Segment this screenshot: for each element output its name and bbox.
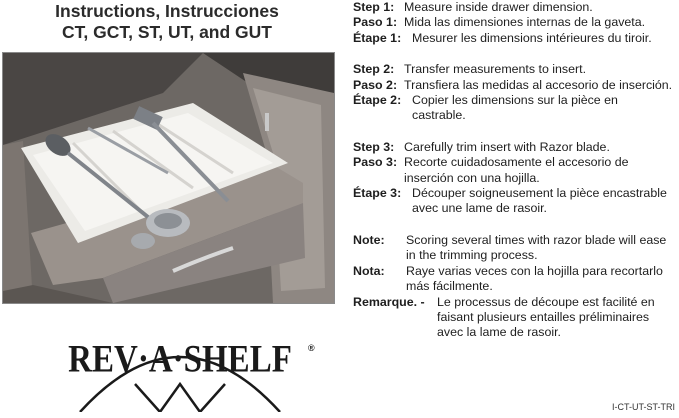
step-entry — [353, 62, 675, 77]
step-entry — [353, 140, 675, 155]
step-text: Mesurer les dimensions intérieures du tiroir. — [412, 30, 652, 45]
note-entry — [353, 264, 675, 295]
step-group-1 — [353, 0, 675, 46]
notes-group — [353, 233, 675, 341]
step-entry — [353, 93, 675, 124]
note-text: Raye varias veces con la hojilla para recortarlo más fácilmente. — [406, 263, 663, 294]
note-label: Nota: — [353, 263, 385, 278]
step-label: Paso 2: — [353, 77, 398, 92]
note-entry — [353, 233, 675, 264]
registered-mark: ® — [308, 343, 315, 353]
note-entry — [353, 295, 675, 341]
step-text: Mida las dimensiones internas de la gaveta. — [404, 15, 646, 30]
rev-a-shelf-logo — [40, 312, 320, 412]
step-label: Step 1: — [353, 0, 395, 14]
step-text: Measure inside drawer dimension. — [404, 0, 593, 14]
step-entry — [353, 0, 675, 15]
title-line-1: Instructions, Instrucciones — [55, 1, 279, 21]
step-label: Paso 1: — [353, 15, 398, 30]
step-text: Transfer measurements to insert. — [404, 62, 587, 77]
note-label: Remarque. - — [353, 294, 425, 309]
step-entry — [353, 31, 675, 46]
step-text: Découper soigneusement la pièce encastrable avec une lame de rasoir. — [412, 186, 667, 216]
drawer-photo — [2, 52, 335, 304]
step-entry — [353, 15, 675, 30]
step-entry — [353, 186, 675, 217]
step-text: Transfiera las medidas al accesorio de inserción. — [404, 77, 673, 92]
logo-wordmark: REV·A·SHELF — [68, 338, 292, 382]
title-line-2: CT, GCT, ST, UT, and GUT — [61, 22, 272, 42]
step-label: Étape 1: — [353, 30, 402, 45]
step-label: Step 2: — [353, 62, 395, 77]
instruction-steps — [353, 0, 675, 341]
note-text: Le processus de découpe est facilité en faisant plusieurs entailles préliminaires avec la lame de rasoir. — [437, 294, 655, 340]
note-text: Scoring several times with razor blade will ease in the trimming process. — [406, 232, 667, 263]
step-label: Step 3: — [353, 139, 395, 154]
step-label: Étape 2: — [353, 93, 402, 108]
step-text: Copier les dimensions sur la pièce en castrable. — [412, 93, 618, 123]
step-text: Carefully trim insert with Razor blade. — [404, 139, 610, 154]
step-group-3 — [353, 140, 675, 217]
note-label: Note: — [353, 232, 385, 247]
step-label: Paso 3: — [353, 155, 398, 170]
step-text: Recorte cuidadosamente el accesorio de inserción con una hojilla. — [404, 155, 629, 185]
step-entry — [353, 155, 675, 186]
part-code: I-CT-UT-ST-TRI — [612, 402, 675, 412]
step-entry — [353, 78, 675, 93]
step-group-2 — [353, 62, 675, 124]
step-label: Étape 3: — [353, 186, 402, 201]
